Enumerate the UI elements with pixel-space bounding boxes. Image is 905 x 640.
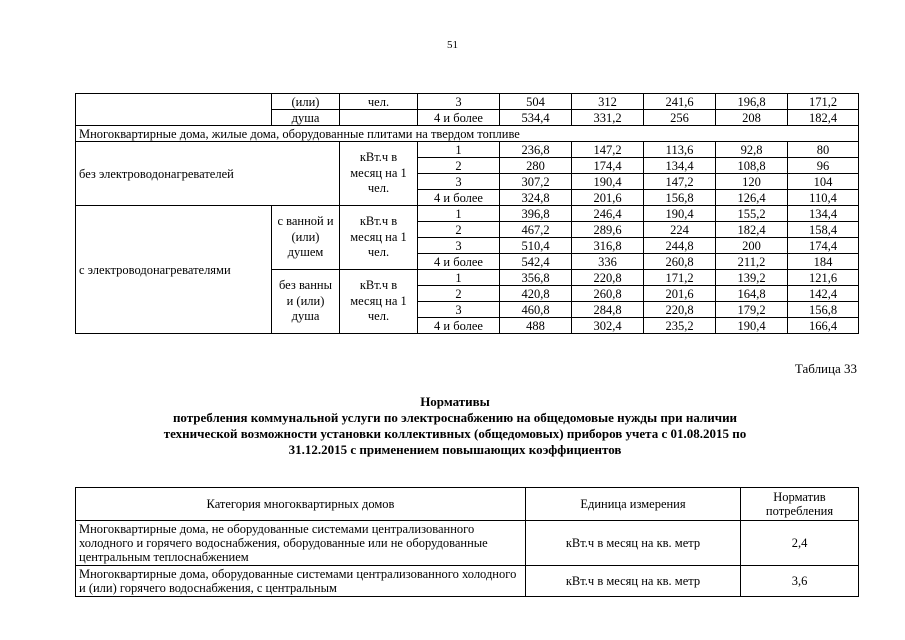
consumption-norms-table: [75, 93, 859, 334]
table-row: [76, 126, 859, 142]
table-cell: 3: [418, 94, 500, 110]
table-cell: 460,8: [500, 302, 572, 318]
table-cell: 510,4: [500, 238, 572, 254]
column-header: Категория многоквартирных домов: [76, 488, 526, 521]
table-cell: 1: [418, 206, 500, 222]
table-cell: 182,4: [716, 222, 788, 238]
table-cell: 147,2: [572, 142, 644, 158]
table-cell: 260,8: [644, 254, 716, 270]
table-cell: 420,8: [500, 286, 572, 302]
table-cell: 92,8: [716, 142, 788, 158]
table-cell: 174,4: [788, 238, 859, 254]
table-cell: 190,4: [716, 318, 788, 334]
column-header: Норматив потребления: [741, 488, 859, 521]
table-cell: 3: [418, 174, 500, 190]
unit-cell: кВт.ч в месяц на 1 чел.: [340, 270, 418, 334]
table-cell: 2,4: [741, 521, 859, 566]
table-cell: 201,6: [644, 286, 716, 302]
table-cell: 2: [418, 286, 500, 302]
table-cell: 182,4: [788, 110, 859, 126]
table-cell: 220,8: [572, 270, 644, 286]
table-cell: 196,8: [716, 94, 788, 110]
table-cell: кВт.ч в месяц на кв. метр: [526, 566, 741, 597]
unit-cell: кВт.ч в месяц на 1 чел.: [340, 142, 418, 206]
column-header: Единица измерения: [526, 488, 741, 521]
table-cell: 331,2: [572, 110, 644, 126]
table-cell: 236,8: [500, 142, 572, 158]
table-cell: 235,2: [644, 318, 716, 334]
page-number: 51: [447, 39, 458, 51]
table-cell: 246,4: [572, 206, 644, 222]
table-row: [76, 521, 859, 566]
section-title: Многоквартирные дома, жилые дома, оборудованные плитами на твердом топливе: [76, 126, 859, 142]
table-cell: 4 и более: [418, 254, 500, 270]
table-cell: Многоквартирные дома, не оборудованные системами централизованного холодного и горячего водоснабжения, оборудованные или не оборудованные центральным теплоснабжением: [76, 521, 526, 566]
table-cell: 289,6: [572, 222, 644, 238]
table-cell: 142,4: [788, 286, 859, 302]
table-cell: 184: [788, 254, 859, 270]
table-cell: 241,6: [644, 94, 716, 110]
table-cell: 134,4: [644, 158, 716, 174]
table-cell: 488: [500, 318, 572, 334]
table-cell: 113,6: [644, 142, 716, 158]
table-cell: 171,2: [644, 270, 716, 286]
table-cell: 174,4: [572, 158, 644, 174]
table-cell: 356,8: [500, 270, 572, 286]
table-cell: 2: [418, 158, 500, 174]
table-caption: Таблица 33: [794, 361, 857, 376]
table-cell: 126,4: [716, 190, 788, 206]
table-cell: 324,8: [500, 190, 572, 206]
table-cell: 110,4: [788, 190, 859, 206]
table-cell: 134,4: [788, 206, 859, 222]
table-cell: 1: [418, 270, 500, 286]
table-cell: 244,8: [644, 238, 716, 254]
subgroup-label: с ванной и (или) душем: [272, 206, 340, 270]
table-cell: [76, 94, 272, 126]
table-cell: 166,4: [788, 318, 859, 334]
table-cell: 260,8: [572, 286, 644, 302]
table-row: [76, 142, 859, 158]
table-cell: 224: [644, 222, 716, 238]
page-subtitle: потребления коммунальной услуги по электроснабжению на общедомовые нужды при наличии технической возможности установки коллективных (общедомовых) приборов учета с 01.08.2015 по 31.12.2015 с применением повышающих коэффициентов: [163, 410, 747, 457]
table-cell: 284,8: [572, 302, 644, 318]
table-cell: 156,8: [644, 190, 716, 206]
table-cell: 542,4: [500, 254, 572, 270]
table-row: [76, 566, 859, 597]
table-cell: 3: [418, 302, 500, 318]
table-cell: чел.: [340, 94, 418, 110]
table-cell: 256: [644, 110, 716, 126]
table-cell: 312: [572, 94, 644, 110]
subgroup-label: без ванны и (или) душа: [272, 270, 340, 334]
unit-cell: кВт.ч в месяц на 1 чел.: [340, 206, 418, 270]
table-cell: 156,8: [788, 302, 859, 318]
table-cell: 104: [788, 174, 859, 190]
table-cell: 220,8: [644, 302, 716, 318]
table-cell: душа: [272, 110, 340, 126]
table-cell: 201,6: [572, 190, 644, 206]
norms-table: [75, 487, 859, 597]
table-cell: 534,4: [500, 110, 572, 126]
table-cell: 280: [500, 158, 572, 174]
table-cell: 504: [500, 94, 572, 110]
table-cell: 467,2: [500, 222, 572, 238]
table-cell: 396,8: [500, 206, 572, 222]
table-cell: 316,8: [572, 238, 644, 254]
table-cell: (или): [272, 94, 340, 110]
table-cell: 307,2: [500, 174, 572, 190]
table-cell: 211,2: [716, 254, 788, 270]
table-cell: 121,6: [788, 270, 859, 286]
table-cell: 2: [418, 222, 500, 238]
table-cell: 164,8: [716, 286, 788, 302]
table-cell: 139,2: [716, 270, 788, 286]
group-label: с электроводонагревателями: [76, 206, 272, 334]
table-row: [76, 206, 859, 222]
table-cell: 190,4: [572, 174, 644, 190]
page-title: Нормативы: [420, 394, 490, 409]
table-cell: 190,4: [644, 206, 716, 222]
table-cell: 3: [418, 238, 500, 254]
table-cell: 96: [788, 158, 859, 174]
table-cell: 3,6: [741, 566, 859, 597]
table-cell: 155,2: [716, 206, 788, 222]
table-cell: 4 и более: [418, 318, 500, 334]
table-cell: 200: [716, 238, 788, 254]
table-header-row: [76, 488, 859, 521]
table-cell: 4 и более: [418, 190, 500, 206]
table-cell: кВт.ч в месяц на кв. метр: [526, 521, 741, 566]
table-cell: 4 и более: [418, 110, 500, 126]
table-row: [76, 94, 859, 110]
table-cell: 120: [716, 174, 788, 190]
table-cell: 336: [572, 254, 644, 270]
table-cell: 179,2: [716, 302, 788, 318]
table-cell: [340, 110, 418, 126]
table-cell: 80: [788, 142, 859, 158]
table-cell: 208: [716, 110, 788, 126]
table-cell: 302,4: [572, 318, 644, 334]
table-cell: 171,2: [788, 94, 859, 110]
table-cell: 147,2: [644, 174, 716, 190]
table-cell: 158,4: [788, 222, 859, 238]
group-label: без электроводонагревателей: [76, 142, 340, 206]
table-cell: 108,8: [716, 158, 788, 174]
table-cell: Многоквартирные дома, оборудованные системами централизованного холодного и (или) горячего водоснабжения, с центральным: [76, 566, 526, 597]
table-cell: 1: [418, 142, 500, 158]
